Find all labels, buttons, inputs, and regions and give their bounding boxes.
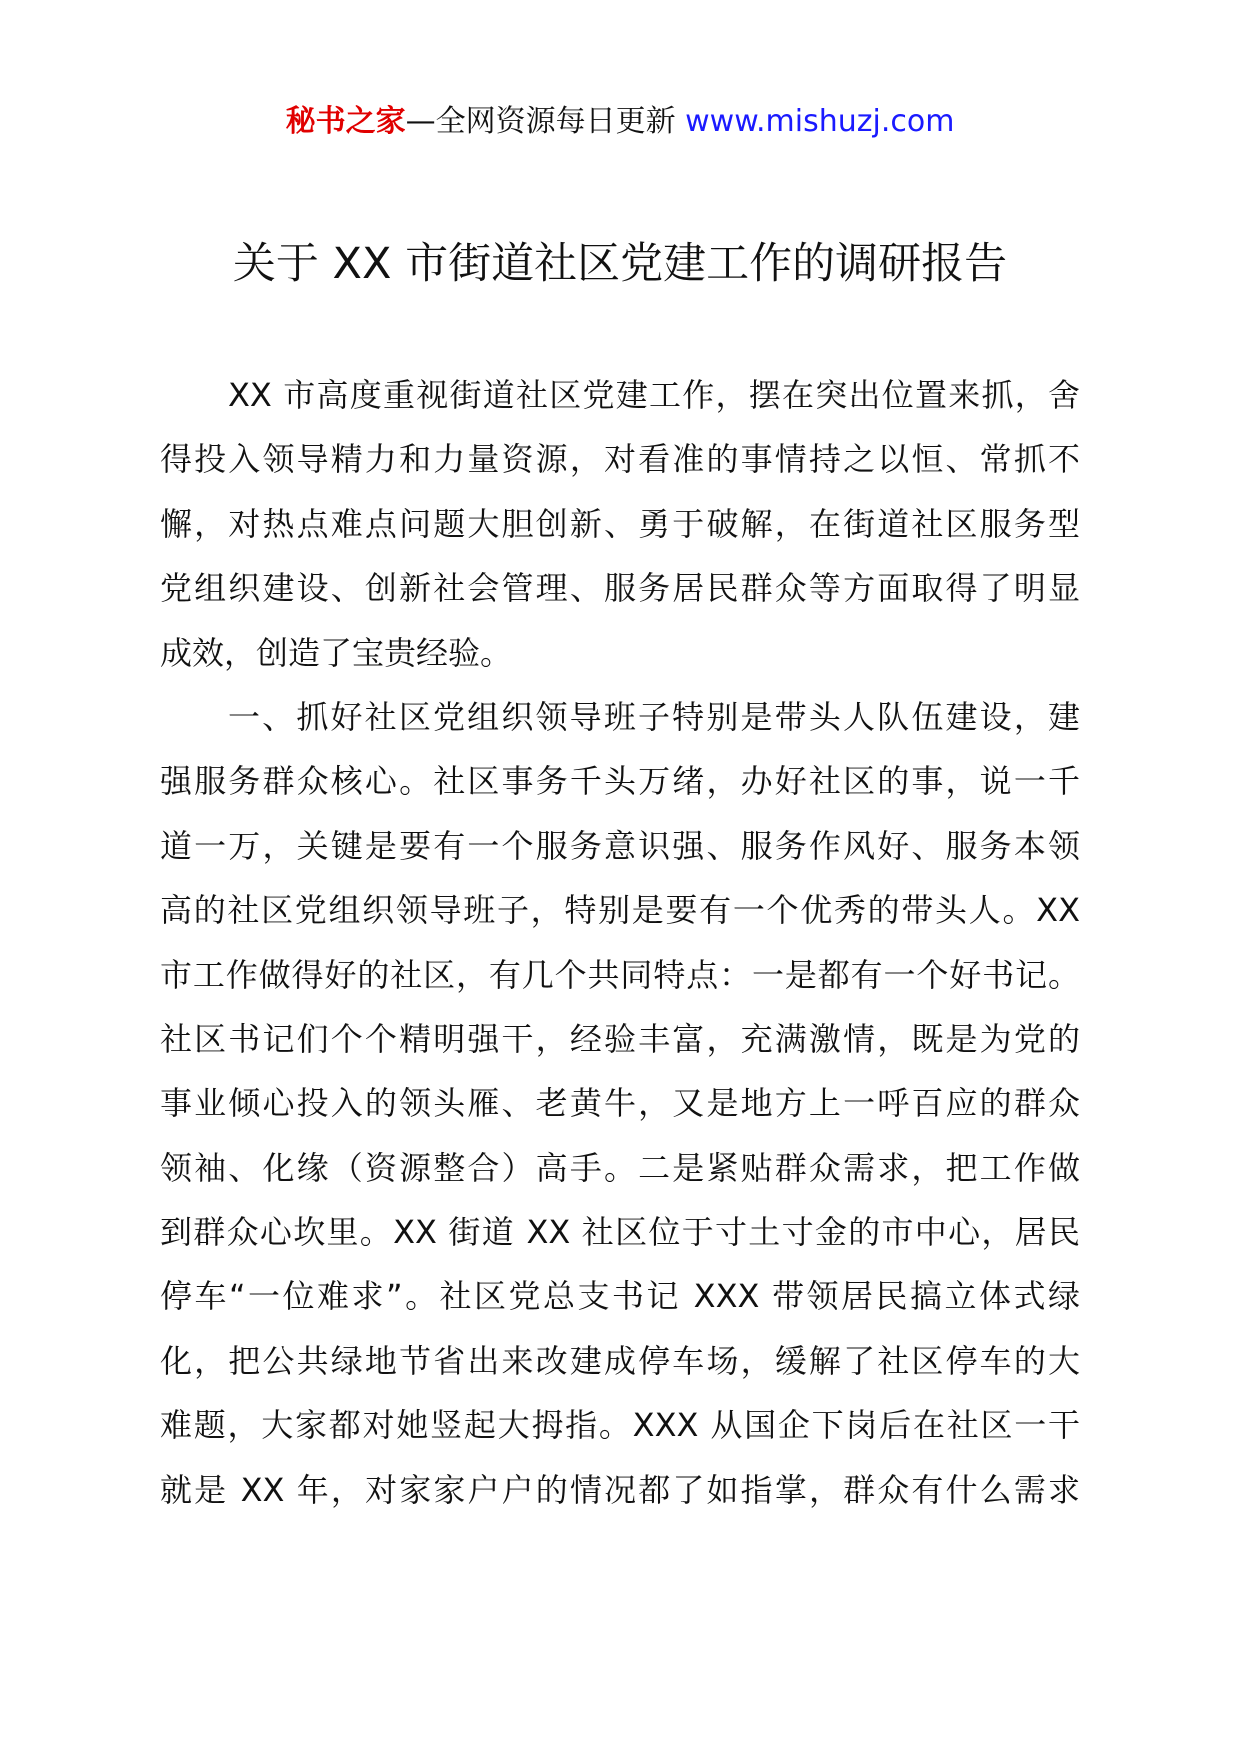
paragraph-2-line: 化，把公共绿地节省出来改建成停车场，缓解了社区停车的大 (160, 1341, 1080, 1380)
paragraph-2-line: 难题，大家都对她竖起大拇指。XXX 从国企下岗后在社区一干 (160, 1406, 1080, 1445)
paragraph-1-line: XX 市高度重视街道社区党建工作，摆在突出位置来抓，舍 (228, 376, 1080, 414)
paragraph-1-line: 得投入领导精力和力量资源，对看准的事情持之以恒、常抓不 (160, 440, 1080, 479)
paragraph-2-line: 市工作做得好的社区，有几个共同特点：一是都有一个好书记。 (160, 955, 1080, 994)
header-tagline: —全网资源每日更新 (405, 104, 686, 139)
paragraph-1-line: 成效，创造了宝贵经验。 (160, 633, 513, 672)
paragraph-2-line: 就是 XX 年，对家家户户的情况都了如指掌，群众有什么需求 (160, 1470, 1080, 1509)
paragraph-2-line: 一、抓好社区党组织领导班子特别是带头人队伍建设，建 (228, 697, 1080, 736)
paragraph-1-line: 懈，对热点难点问题大胆创新、勇于破解，在街道社区服务型 (160, 504, 1080, 543)
paragraph-2-line: 高的社区党组织领导班子，特别是要有一个优秀的带头人。XX (160, 891, 1080, 930)
paragraph-2-line: 到群众心坎里。XX 街道 XX 社区位于寸土寸金的市中心，居民 (160, 1213, 1080, 1252)
brand-name: 秘书之家 (285, 104, 406, 139)
paragraph-2-line: 社区书记们个个精明强干，经验丰富，充满激情，既是为党的 (160, 1019, 1080, 1058)
paragraph-2-line: 道一万，关键是要有一个服务意识强、服务作风好、服务本领 (160, 826, 1080, 865)
paragraph-2-line: 领袖、化缘（资源整合）高手。二是紧贴群众需求，把工作做 (160, 1148, 1080, 1187)
document-body (160, 363, 1080, 1522)
paragraph-2-line: 事业倾心投入的领头雁、老黄牛，又是地方上一呼百应的群众 (160, 1084, 1080, 1123)
document-title: 关于 XX 市街道社区党建工作的调研报告 (232, 239, 1008, 289)
paragraph-2-line: 强服务群众核心。社区事务千头万绪，办好社区的事，说一千 (160, 762, 1080, 801)
paragraph-1-line: 党组织建设、创新社会管理、服务居民群众等方面取得了明显 (160, 569, 1080, 608)
site-header (0, 102, 1240, 142)
site-url-link[interactable]: www.mishuzj.com (685, 104, 955, 139)
paragraph-2-line: 停车“一位难求”。社区党总支书记 XXX 带领居民搞立体式绿 (160, 1277, 1080, 1316)
